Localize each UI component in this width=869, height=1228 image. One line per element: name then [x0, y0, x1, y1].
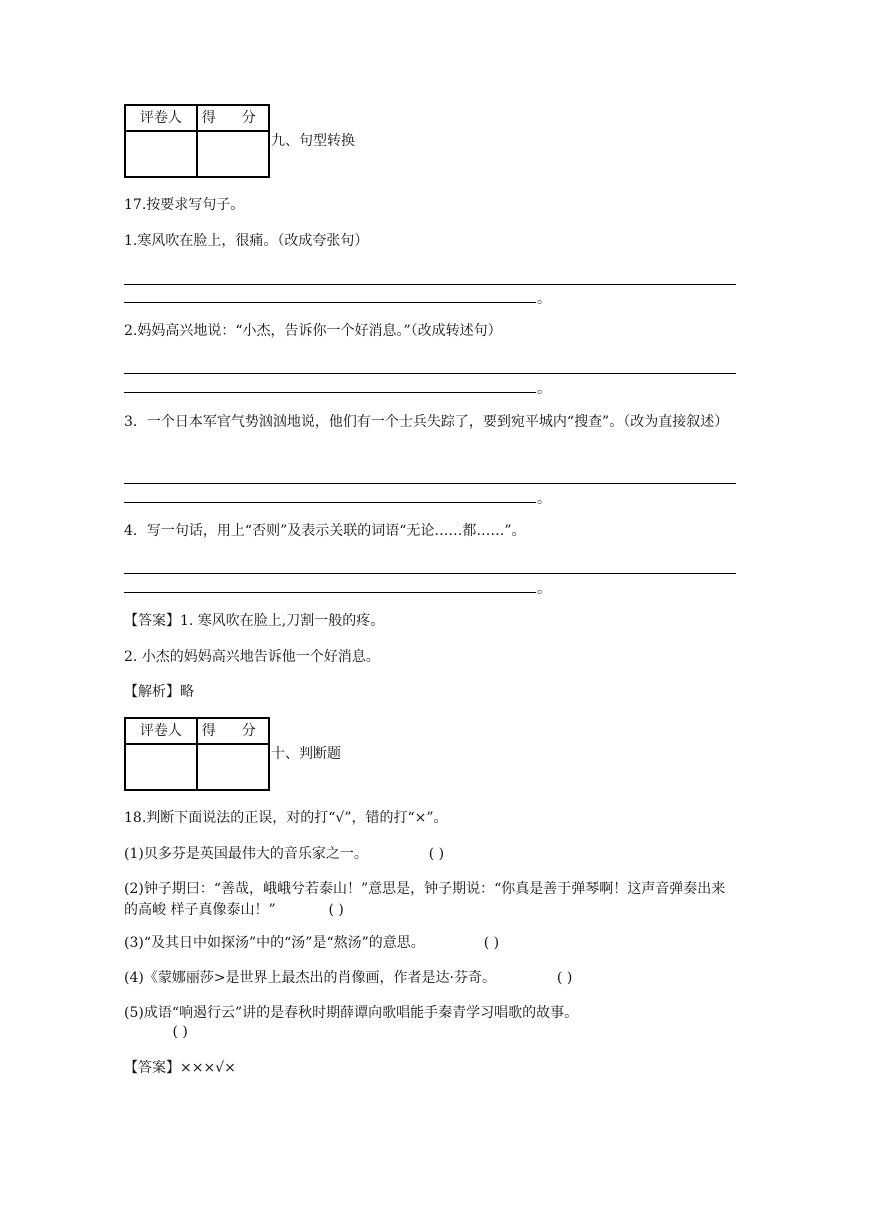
score-label — [197, 105, 269, 131]
answer-line[interactable] — [124, 483, 736, 484]
question-18: 18.判断下面说法的正误，对的打“√”，错的打“×”。 — [124, 810, 448, 826]
score-label — [197, 718, 269, 744]
score-label-left: 得 — [201, 723, 216, 739]
q17-item-2: 2.妈妈高兴地说：“小杰，告诉你一个好消息。”（改成转述句） — [124, 323, 502, 339]
answer-line[interactable] — [124, 502, 536, 503]
q17-item-3: 3．一个日本军官气势汹汹地说，他们有一个士兵失踪了，要到宛平城内“搜查”。（改为直接叙述） — [124, 414, 729, 430]
reviewer-cell[interactable] — [125, 131, 197, 177]
answer-label: 【答案】 — [124, 1060, 180, 1076]
reviewer-label: 评卷人 — [125, 105, 197, 131]
answer-line[interactable] — [124, 392, 536, 393]
score-label-left: 得 — [201, 110, 216, 126]
section-title-9: 九、句型转换 — [271, 133, 355, 149]
answer-line[interactable] — [124, 573, 736, 574]
q17-item-4: 4．写一句话，用上“否则”及表示关联的词语“无论……都……”。 — [124, 523, 526, 539]
analysis-label: 【解析】 — [124, 684, 180, 700]
answer-blank[interactable]: ( ) — [328, 902, 344, 918]
q18-item-3 — [124, 934, 499, 952]
answer-line[interactable] — [124, 284, 736, 285]
item-text: (4)《蒙娜丽莎>是世界上最杰出的肖像画，作者是达·芬奇。 — [124, 970, 497, 986]
q18-item-4 — [124, 969, 572, 987]
answer-18 — [124, 1059, 236, 1077]
q18-item-5 — [124, 1004, 614, 1042]
period-mark: 。 — [537, 381, 551, 397]
answer-blank[interactable]: ( ) — [556, 970, 573, 986]
question-17: 17.按要求写句子。 — [124, 197, 245, 213]
answer-blank[interactable]: ( ) — [428, 846, 445, 862]
answer-line[interactable] — [124, 592, 536, 593]
answer-blank[interactable]: ( ) — [172, 1024, 188, 1040]
section-title-10: 十、判断题 — [271, 746, 341, 762]
analysis-text: 略 — [180, 684, 194, 700]
reviewer-label: 评卷人 — [125, 718, 197, 744]
reviewer-cell[interactable] — [125, 744, 197, 790]
answer-17 — [124, 612, 384, 630]
answer-line[interactable] — [124, 302, 536, 303]
period-mark: 。 — [537, 491, 551, 507]
score-label-right: 分 — [241, 110, 256, 126]
q18-item-1 — [124, 845, 444, 863]
score-label-right: 分 — [241, 723, 256, 739]
q17-item-1: 1.寒风吹在脸上，很痛。（改成夸张句） — [124, 233, 369, 249]
answer-label: 【答案】 — [124, 613, 180, 629]
answer-1: 1. 寒风吹在脸上,刀割一般的疼。 — [180, 613, 385, 629]
answer-text: ×××√× — [180, 1060, 236, 1076]
score-box-10 — [124, 717, 270, 791]
score-cell[interactable] — [197, 744, 269, 790]
item-text: (2)钟子期曰：“善哉，峨峨兮若泰山！”意思是，钟子期说：“你真是善于弹琴啊！这声音弹奏出来的高峻 样子真像泰山！” — [124, 881, 726, 918]
analysis-17 — [124, 683, 194, 701]
period-mark: 。 — [537, 581, 551, 597]
period-mark: 。 — [537, 291, 551, 307]
score-cell[interactable] — [197, 131, 269, 177]
score-box-9 — [124, 104, 270, 178]
answer-2: 2. 小杰的妈妈高兴地告诉他一个好消息。 — [124, 649, 380, 665]
item-text: (3)“及其日中如探汤”中的“汤”是“熬汤”的意思。 — [124, 935, 425, 951]
item-text: (1)贝多芬是英国最伟大的音乐家之一。 — [124, 846, 368, 862]
item-text: (5)成语“响遏行云”讲的是春秋时期薛谭向歌唱能手秦青学习唱歌的故事。 — [124, 1005, 579, 1021]
q18-item-2 — [124, 879, 734, 921]
answer-blank[interactable]: ( ) — [483, 935, 500, 951]
answer-line[interactable] — [124, 373, 736, 374]
